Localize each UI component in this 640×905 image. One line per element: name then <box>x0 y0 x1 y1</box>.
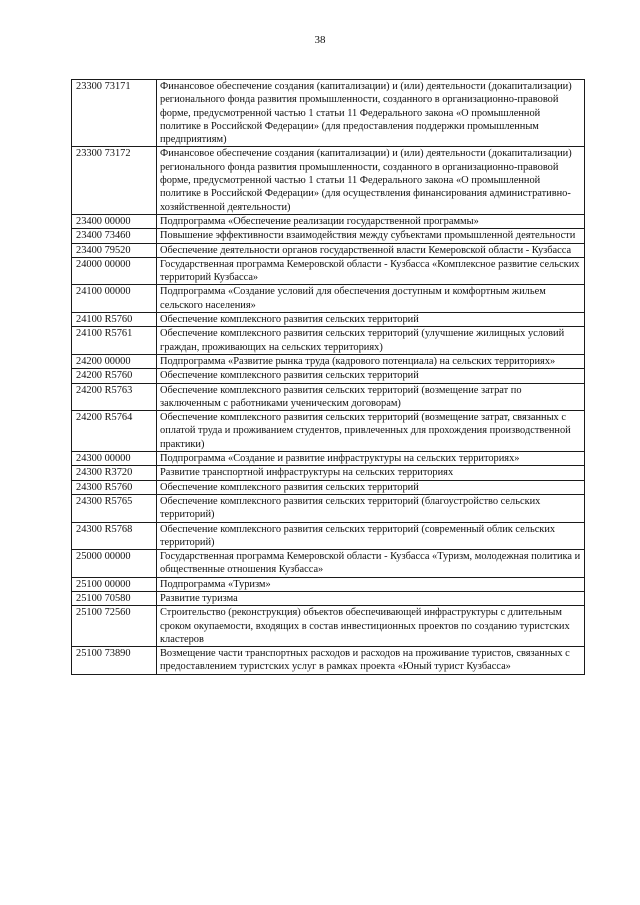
row-description: Государственная программа Кемеровской области - Кузбасса «Туризм, молодежная политика и общественные отношения Кузбасса» <box>157 550 585 578</box>
table-row <box>72 606 585 647</box>
row-code: 24100 00000 <box>72 285 157 313</box>
row-code: 24000 00000 <box>72 257 157 285</box>
row-code: 24300 R3720 <box>72 466 157 480</box>
row-description: Возмещение части транспортных расходов и расходов на проживание туристов, связанных с предоставлением туристских услуг в рамках проекта «Юный турист Кузбасса» <box>157 647 585 675</box>
table-row <box>72 80 585 147</box>
row-code: 23400 73460 <box>72 229 157 243</box>
table-row <box>72 591 585 605</box>
row-description: Обеспечение комплексного развития сельских территорий (возмещение затрат, связанных с оплатой труда и проживанием студентов, привлеченных для прохождения производственной практики) <box>157 411 585 452</box>
row-description: Государственная программа Кемеровской области - Кузбасса «Комплексное развитие сельских территорий Кузбасса» <box>157 257 585 285</box>
table-row <box>72 354 585 368</box>
table-row <box>72 243 585 257</box>
row-code: 24200 R5760 <box>72 369 157 383</box>
table-row <box>72 480 585 494</box>
row-code: 23400 00000 <box>72 214 157 228</box>
table-body <box>72 80 585 675</box>
row-code: 24300 R5760 <box>72 480 157 494</box>
row-description: Подпрограмма «Развитие рынка труда (кадрового потенциала) на сельских территориях» <box>157 354 585 368</box>
row-code: 24200 R5763 <box>72 383 157 411</box>
table-row <box>72 383 585 411</box>
table-row <box>72 494 585 522</box>
row-code: 25100 73890 <box>72 647 157 675</box>
row-description: Развитие туризма <box>157 591 585 605</box>
table-row <box>72 466 585 480</box>
row-description: Финансовое обеспечение создания (капитализации) и (или) деятельности (докапитализации) регионального фонда развития промышленности, созданного в организационно-правовой форме, предусмотренной частью 1 статьи 11 Федерального закона «О промышленной политике в Российской Федерации» (для предоставления поддержки промышленным предприятиям) <box>157 80 585 147</box>
table-row <box>72 229 585 243</box>
row-code: 25000 00000 <box>72 550 157 578</box>
table-row <box>72 313 585 327</box>
row-description: Подпрограмма «Туризм» <box>157 577 585 591</box>
budget-codes-table <box>71 79 585 675</box>
table-row <box>72 550 585 578</box>
row-description: Строительство (реконструкция) объектов обеспечивающей инфраструктуры с длительным сроком окупаемости, входящих в состав инвестиционных проектов по созданию туристских кластеров <box>157 606 585 647</box>
row-code: 23300 73171 <box>72 80 157 147</box>
row-description: Обеспечение комплексного развития сельских территорий (возмещение затрат по заключенным с работниками ученическим договорам) <box>157 383 585 411</box>
table-row <box>72 522 585 550</box>
page-number: 38 <box>314 34 326 46</box>
row-description: Финансовое обеспечение создания (капитализации) и (или) деятельности (докапитализации) регионального фонда развития промышленности, созданного в организационно-правовой форме, предусмотренной частью 1 статьи 11 Федерального закона «О промышленной политике в Российской Федерации» (для осуществления финансирования административно-хозяйственной деятельности) <box>157 147 585 214</box>
row-code: 25100 00000 <box>72 577 157 591</box>
row-description: Обеспечение комплексного развития сельских территорий <box>157 313 585 327</box>
row-code: 24300 R5765 <box>72 494 157 522</box>
table-row <box>72 257 585 285</box>
row-description: Обеспечение комплексного развития сельских территорий <box>157 369 585 383</box>
row-description: Обеспечение комплексного развития сельских территорий (благоустройство сельских территорий) <box>157 494 585 522</box>
row-code: 24300 R5768 <box>72 522 157 550</box>
table-row <box>72 452 585 466</box>
row-description: Развитие транспортной инфраструктуры на сельских территориях <box>157 466 585 480</box>
row-code: 23400 79520 <box>72 243 157 257</box>
row-code: 24100 R5760 <box>72 313 157 327</box>
row-code: 24100 R5761 <box>72 327 157 355</box>
row-code: 25100 70580 <box>72 591 157 605</box>
table-row <box>72 147 585 214</box>
table-row <box>72 369 585 383</box>
table-row <box>72 647 585 675</box>
row-code: 24300 00000 <box>72 452 157 466</box>
table-row <box>72 285 585 313</box>
row-description: Подпрограмма «Обеспечение реализации государственной программы» <box>157 214 585 228</box>
row-code: 24200 00000 <box>72 354 157 368</box>
table-row <box>72 411 585 452</box>
row-code: 23300 73172 <box>72 147 157 214</box>
row-code: 24200 R5764 <box>72 411 157 452</box>
row-code: 25100 72560 <box>72 606 157 647</box>
table-row <box>72 577 585 591</box>
table-row <box>72 214 585 228</box>
row-description: Повышение эффективности взаимодействия между субъектами промышленной деятельности <box>157 229 585 243</box>
row-description: Подпрограмма «Создание условий для обеспечения доступным и комфортным жильем сельского населения» <box>157 285 585 313</box>
row-description: Обеспечение комплексного развития сельских территорий (современный облик сельских территорий) <box>157 522 585 550</box>
row-description: Подпрограмма «Создание и развитие инфраструктуры на сельских территориях» <box>157 452 585 466</box>
table-row <box>72 327 585 355</box>
row-description: Обеспечение комплексного развития сельских территорий <box>157 480 585 494</box>
row-description: Обеспечение комплексного развития сельских территорий (улучшение жилищных условий граждан, проживающих на сельских территориях) <box>157 327 585 355</box>
row-description: Обеспечение деятельности органов государственной власти Кемеровской области - Кузбасса <box>157 243 585 257</box>
